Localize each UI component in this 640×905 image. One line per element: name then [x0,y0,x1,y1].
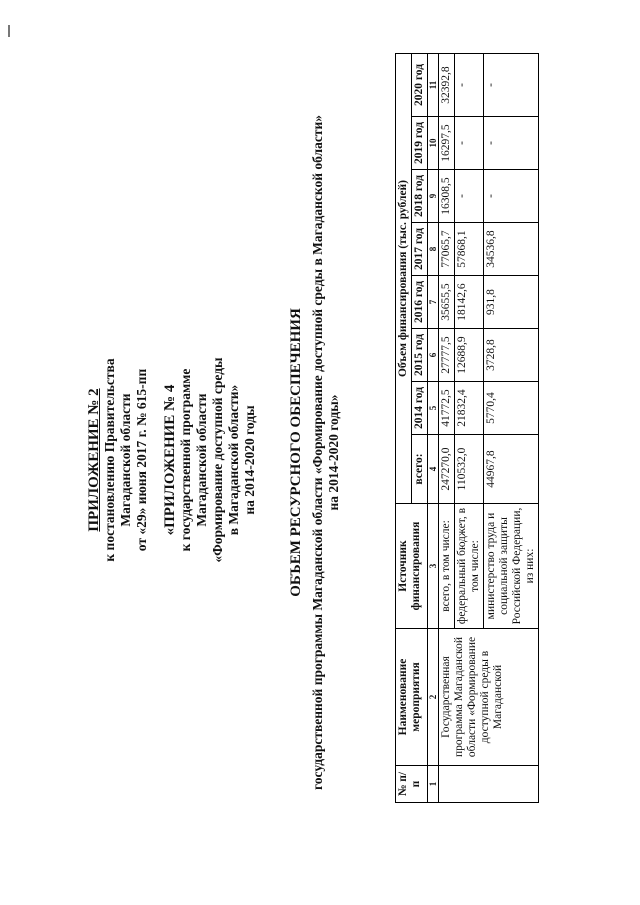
funding-table-wrapper [395,53,539,803]
funding-table [395,53,539,803]
value-cell: 57868,1 [455,223,484,276]
value-cell: 34536,8 [484,223,539,276]
value-cell: - [455,54,484,117]
header-line: к постановлению Правительства [102,358,117,562]
subtitle-line-2: на 2014-2020 годы» [326,394,341,511]
value-cell: 931,8 [484,276,539,329]
program-name-cell: Государственная программа Магаданской области «Формирование доступной среды в Магаданской [439,629,539,766]
value-cell: - [455,117,484,170]
source-cell: министерство труда и социальной защиты Российской Федерации, из них: [484,504,539,629]
header-year: 2018 год [412,170,428,223]
column-number: 1 [428,766,439,803]
value-cell: 110532,0 [455,435,484,504]
header-line: Магаданской области [118,393,133,527]
header-year: 2020 год [412,54,428,117]
header-year: 2016 год [412,276,428,329]
value-cell: 16297,5 [439,117,455,170]
column-number: 4 [428,435,439,504]
value-cell: 21832,4 [455,382,484,435]
header-line: Магаданской области [194,393,209,527]
column-number: 5 [428,382,439,435]
appendix-header [86,240,258,680]
column-number-row [428,54,439,803]
value-cell: - [484,117,539,170]
header-year: 2019 год [412,117,428,170]
value-cell: 27777,5 [439,329,455,382]
value-cell: 18142,6 [455,276,484,329]
table-row [439,54,455,803]
table-header-row [396,54,412,803]
source-cell: всего, в том числе: [439,504,455,629]
header-line: к государственной программе [178,368,193,552]
header-line: от «29» июня 2017 г. № 615-пп [134,368,149,552]
column-number: 9 [428,170,439,223]
header-total: всего: [412,435,428,504]
appendix-title-2: «ПРИЛОЖЕНИЕ № 4 [162,384,178,536]
column-number: 11 [428,54,439,117]
appendix-title: ПРИЛОЖЕНИЕ № 2 [86,388,102,532]
column-number: 7 [428,276,439,329]
column-number: 2 [428,629,439,766]
value-cell: 77065,7 [439,223,455,276]
header-line: «Формирование доступной среды [210,357,225,563]
header-line: в Магаданской области» [226,384,241,536]
value-cell: - [455,170,484,223]
value-cell: 41772,5 [439,382,455,435]
header-line: на 2014-2020 годы [242,405,257,515]
header-source: Источник финансирования [396,504,428,629]
value-cell: 44967,8 [484,435,539,504]
header-event: Наименование мероприятия [396,629,428,766]
row-number-cell [439,766,539,803]
header-volume: Объем финансирования (тыс. рублей) [396,54,412,504]
value-cell: 3728,8 [484,329,539,382]
header-num: № п/п [396,766,428,803]
value-cell: 16308,5 [439,170,455,223]
value-cell: 12688,9 [455,329,484,382]
value-cell: - [484,54,539,117]
value-cell: 35655,5 [439,276,455,329]
value-cell: - [484,170,539,223]
column-number: 6 [428,329,439,382]
subtitle-line-1: государственной программы Магаданской области «Формирование доступной среды в Магаданской области» [310,115,325,791]
value-cell: 32392,8 [439,54,455,117]
header-year: 2017 год [412,223,428,276]
column-number: 3 [428,504,439,629]
column-number: 10 [428,117,439,170]
document-title: ОБЪЕМ РЕСУРСНОГО ОБЕСПЕЧЕНИЯ [288,308,304,597]
column-number: 8 [428,223,439,276]
page-edge-mark [8,25,10,37]
document-subtitle [310,0,342,905]
header-year: 2014 год [412,382,428,435]
value-cell: 247270,0 [439,435,455,504]
header-year: 2015 год [412,329,428,382]
value-cell: 5770,4 [484,382,539,435]
source-cell: федеральный бюджет, в том числе: [455,504,484,629]
